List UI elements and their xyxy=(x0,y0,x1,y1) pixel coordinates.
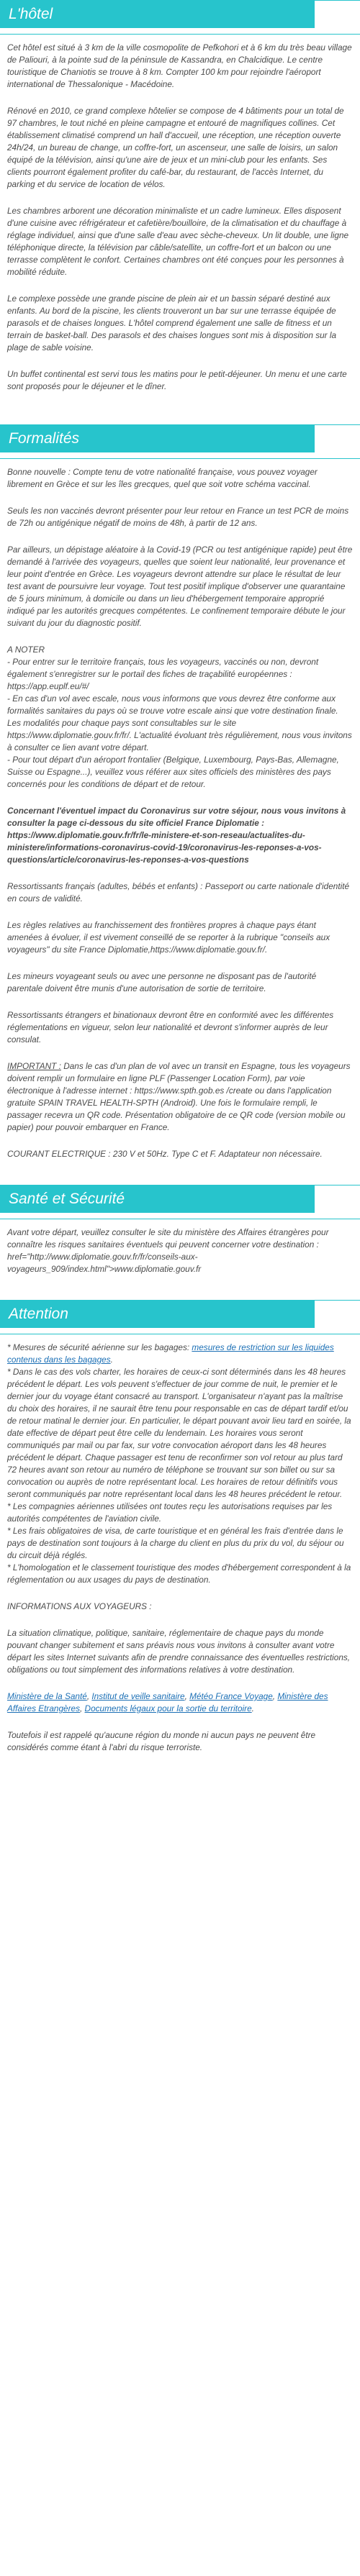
liquids-restriction-link[interactable]: mesures de restriction sur les liquides contenus dans les bagages xyxy=(7,1342,334,1365)
electric-current: COURANT ELECTRIQUE : 230 V et 50Hz. Type C et F. Adaptateur non nécessaire. xyxy=(7,1149,323,1159)
info-voyageurs-title: INFORMATIONS AUX VOYAGEURS : xyxy=(7,1601,152,1611)
hotel-title: L'hôtel xyxy=(0,1,315,28)
sante-banner-row xyxy=(0,1185,360,1219)
link-meteo-france-voyage[interactable]: Météo France Voyage xyxy=(189,1691,273,1701)
nota-item-3: Les modalités pour chaque pays sont consultables sur le site https://www.diplomatie.gouv.fr/fr/. L'actualité évoluant très régulièrement, nous vous invitons à consulter ce lien avant votre départ. xyxy=(7,718,352,752)
important-notice xyxy=(7,1060,353,1134)
attention-item-4: * Les frais obligatoires de visa, de carte touristique et en général les frais d'entrée dans le pays de destination sont toujours à la charge du client en plus du prix du vol, du séjour ou du circuit déjà réglés. xyxy=(7,1526,344,1560)
link-ministere-sante[interactable]: Ministère de la Santé xyxy=(7,1691,87,1701)
hotel-paragraph-3: Les chambres arborent une décoration minimaliste et un cadre lumineux. Elles disposent d'une cuisine avec réfrigérateur et cafetière/bouilloire, de la climatisation et du chauffage à réglage individuel, ainsi que d'une salle d'eau avec sèche-cheveux. Un lit double, une ligne téléphonique directe, la télévision par câble/satellite, un coffre-fort et un balcon ou une terrasse complètent le confort. Certaines chambres ont été conçues pour les personnes à mobilité réduite. xyxy=(7,206,349,277)
attention-banner-row xyxy=(0,1300,360,1334)
terrorism-notice: Toutefois il est rappelé qu'aucune région du monde ni aucun pays ne peuvent être considérés comme étant à l'abri du risque terroriste. xyxy=(7,1730,316,1752)
formalites-paragraph-4: Ressortissants français (adultes, bébés et enfants) : Passeport ou carte nationale d'identité en cours de validité. xyxy=(7,881,350,904)
attention-item-2: * Dans le cas des vols charter, les horaires de ceux-ci sont déterminés dans les 48 heures précédent le départ. Les vols peuvent s'effectuer de jour comme de nuit, le premier et le dernier jour du voyage étant consacré au transport. L'organisateur n'ayant pas la maîtrise du choix des horaires, il ne saurait être tenu pour responsable en cas de départ tardif et/ou de retour matinal le dernier jour. En particulier, le départ pouvant avoir lieu tard en soirée, la date effective de départ peut être celle du lendemain. Les horaires vous seront communiqués par mail ou par fax, sur votre convocation aéroport dans les 48 heures précédent le départ. Chaque passager est tenu de reconfirmer son vol retour au plus tard 72 heures avant son retour au numéro de téléphone se trouvant sur son billet ou sur sa convocation ou auprès de notre représentant local. Les horaires de retour définitifs vous seront communiqués par notre représentant local dans les 48 heures précédent le retour. xyxy=(7,1367,351,1499)
links-end: . xyxy=(251,1703,254,1713)
sante-title: Santé et Sécurité xyxy=(0,1185,315,1213)
hotel-paragraph-1: Cet hôtel est situé à 3 km de la ville cosmopolite de Pefkohori et à 6 km du très beau village de Paliouri, à la pointe sud de la péninsule de Kassandra, en Chalcidique. Le centre touristique de Chaniotis se trouve à 8 km. Compter 100 km pour rejoindre l'aéroport international de Thessalonique - Macédoine. xyxy=(7,42,352,89)
formalites-paragraph-7: Ressortissants étrangers et binationaux devront être en conformité avec les différentes réglementations en vigueur, selon leur nationalité et devront s'informer auprès de leur consulat. xyxy=(7,1010,334,1044)
formalites-paragraph-5: Les règles relatives au franchissement des frontières propres à chaque pays étant amenées à évoluer, il est vivement conseillé de se reporter à la rubrique "conseils aux voyageurs" du site France Diplomatie,https://www.diplomatie.gouv.fr/. xyxy=(7,920,330,955)
formalites-paragraph-3: Par ailleurs, un dépistage aléatoire à la Covid-19 (PCR ou test antigénique rapide) peut être demandé à l'arrivée des voyageurs, quelles que soient leur nationalité, leur provenance et leur point d'entrée en Grèce. Les voyageurs devront attendre sur place le résultat de leur test avant de poursuivre leur voyage. Tout test positif implique d'observer une quarantaine de 5 jours minimum, à domicile ou dans un lieu d'hébergement temporaire approprié indiqué par les autorités grecques compétentes. Le confinement temporaire débute le jour suivant du jour du diagnostic positif. xyxy=(7,545,353,628)
attention-item-1-prefix: * Mesures de sécurité aérienne sur les bagages: xyxy=(7,1342,192,1352)
attention-item-3: * Les compagnies aériennes utilisées ont toutes reçu les autorisations requises par les autorités compétentes de l'aviation civile. xyxy=(7,1501,333,1524)
hotel-section xyxy=(0,42,360,393)
attention-item-1 xyxy=(7,1342,353,1366)
links-separator: , xyxy=(79,1703,85,1713)
sante-section xyxy=(0,1226,360,1275)
attention-title: Attention xyxy=(0,1301,315,1328)
nota-title: A NOTER xyxy=(7,645,45,655)
sante-paragraph-1: Avant votre départ, veuillez consulter le site du ministère des Affaires étrangères pour connaître les risques sanitaires éventuels qui peuvent concerner votre destination : href="http://www.diplomatie.gouv.fr/fr/conseils-aux-voyageurs_909/index.html">www.diplomatie.gouv.fr xyxy=(7,1227,329,1274)
nota-item-4: - Pour tout départ d'un aéroport frontalier (Belgique, Luxembourg, Pays-Bas, Allemagne, Suisse ou Espagne...), veuillez vous référer aux sites officiels des ministères des pays concernés pour les conditions de départ et de retour. xyxy=(7,755,339,789)
official-links xyxy=(7,1690,353,1715)
important-label: IMPORTANT : xyxy=(7,1061,61,1071)
hotel-paragraph-5: Un buffet continental est servi tous les matins pour le petit-déjeuner. Un menu et une carte sont proposés pour le déjeuner et le dîner. xyxy=(7,369,347,391)
link-ministere-affaires-etrangeres[interactable]: Ministère des Affaires Etrangères xyxy=(7,1691,328,1713)
nota-item-2: - En cas d'un vol avec escale, nous vous informons que vous devrez être conforme aux formalités sanitaires du pays où se trouve votre escale ainsi que votre destination finale. xyxy=(7,693,338,716)
formalites-section xyxy=(0,466,360,1160)
links-separator: , xyxy=(86,1691,92,1701)
important-text: Dans le cas d'un plan de vol avec un transit en Espagne, tous les voyageurs doivent remplir un formulaire en ligne PLF (Passenger Location Form), par voie électronique à l'adresse internet : https://www.spth.gob.es /create ou dans l'application gratuite SPAIN TRAVEL HEALTH-SPTH (Android). Une fois le formulaire rempli, le passager recevra un QR code. Présentation obligatoire de ce QR code (version mobile ou papier) pour pouvoir embarquer en France. xyxy=(7,1061,351,1132)
info-voyageurs-paragraph: La situation climatique, politique, sanitaire, réglementaire de chaque pays du monde pouvant changer subitement et sans préavis nous vous invitons à consulter avant votre départ les sites Internet suivants afin de prendre connaissance des éventuelles restrictions, obligations ou tout simplement des informations relatives à votre destination. xyxy=(7,1628,351,1675)
links-separator: , xyxy=(272,1691,278,1701)
hotel-paragraph-2: Rénové en 2010, ce grand complexe hôtelier se compose de 4 bâtiments pour un total de 97 chambres, le tout niché en pleine campagne et entouré de magnifiques collines. Cet établissement climatisé comprend un hall d'accueil, une réception, une réception ouverte 24h/24, un bureau de change, un coffre-fort, un ascenseur, une salle de loisirs, un salon équipé de la télévision, ainsi qu'une aire de jeux et un mini-club pour les enfants. Ses clients pourront également profiter du café-bar, du restaurant, de l'accès Internet, du parking et du service de location de vélos. xyxy=(7,106,344,189)
hotel-banner-row xyxy=(0,0,360,35)
formalites-banner-row xyxy=(0,424,360,459)
formalites-paragraph-6: Les mineurs voyageant seuls ou avec une personne ne disposant pas de l'autorité parentale doivent être munis d'une autorisation de sortie de territoire. xyxy=(7,971,317,993)
formalites-paragraph-2: Seuls les non vaccinés devront présenter pour leur retour en France un test PCR de moins de 72h ou antigénique négatif de moins de 48h, à partir de 12 ans. xyxy=(7,506,349,528)
attention-section xyxy=(0,1342,360,1754)
nota-item-1: - Pour entrer sur le territoire français, tous les voyageurs, vaccinés ou non, devront également s'enregistrer sur le portail des fiches de traçabilité européennes : https://app.euplf.eu/#/ xyxy=(7,657,319,691)
attention-item-5: * L'homologation et le classement touristique des modes d'hébergement correspondent à la réglementation ou aux usages du pays de destination. xyxy=(7,1562,351,1585)
link-institut-veille-sanitaire[interactable]: Institut de veille sanitaire xyxy=(91,1691,185,1701)
formalites-paragraph-1: Bonne nouvelle : Compte tenu de votre nationalité française, vous pouvez voyager librement en Grèce et sur les îles grecques, quel que soit votre schéma vaccinal. xyxy=(7,467,318,489)
links-separator: , xyxy=(184,1691,190,1701)
hotel-paragraph-4: Le complexe possède une grande piscine de plein air et un bassin séparé destiné aux enfants. Au bord de la piscine, les clients trouveront un bar sur une terrasse équipée de parasols et de chaises longues. L'hôtel comprend également une salle de fitness et un terrain de basket-ball. Des parasols et des chaises longues sont mis à disposition sur la plage de sable voisine. xyxy=(7,293,337,352)
coronavirus-notice: Concernant l'éventuel impact du Coronavirus sur votre séjour, nous vous invitons à consulter la page ci-dessous du site officiel France Diplomatie : https://www.diplomatie.gouv.fr/fr/le-ministere-et-son-reseau/actualites-du-ministere/informations-coronavirus-covid-19/coronavirus-les-reponses-a-vos-questions/article/coronavirus-les-reponses-a-vos-questions xyxy=(7,806,346,865)
formalites-title: Formalités xyxy=(0,425,315,452)
link-documents-legaux[interactable]: Documents légaux pour la sortie du territoire xyxy=(84,1703,252,1713)
attention-item-1-suffix: . xyxy=(110,1355,113,1365)
